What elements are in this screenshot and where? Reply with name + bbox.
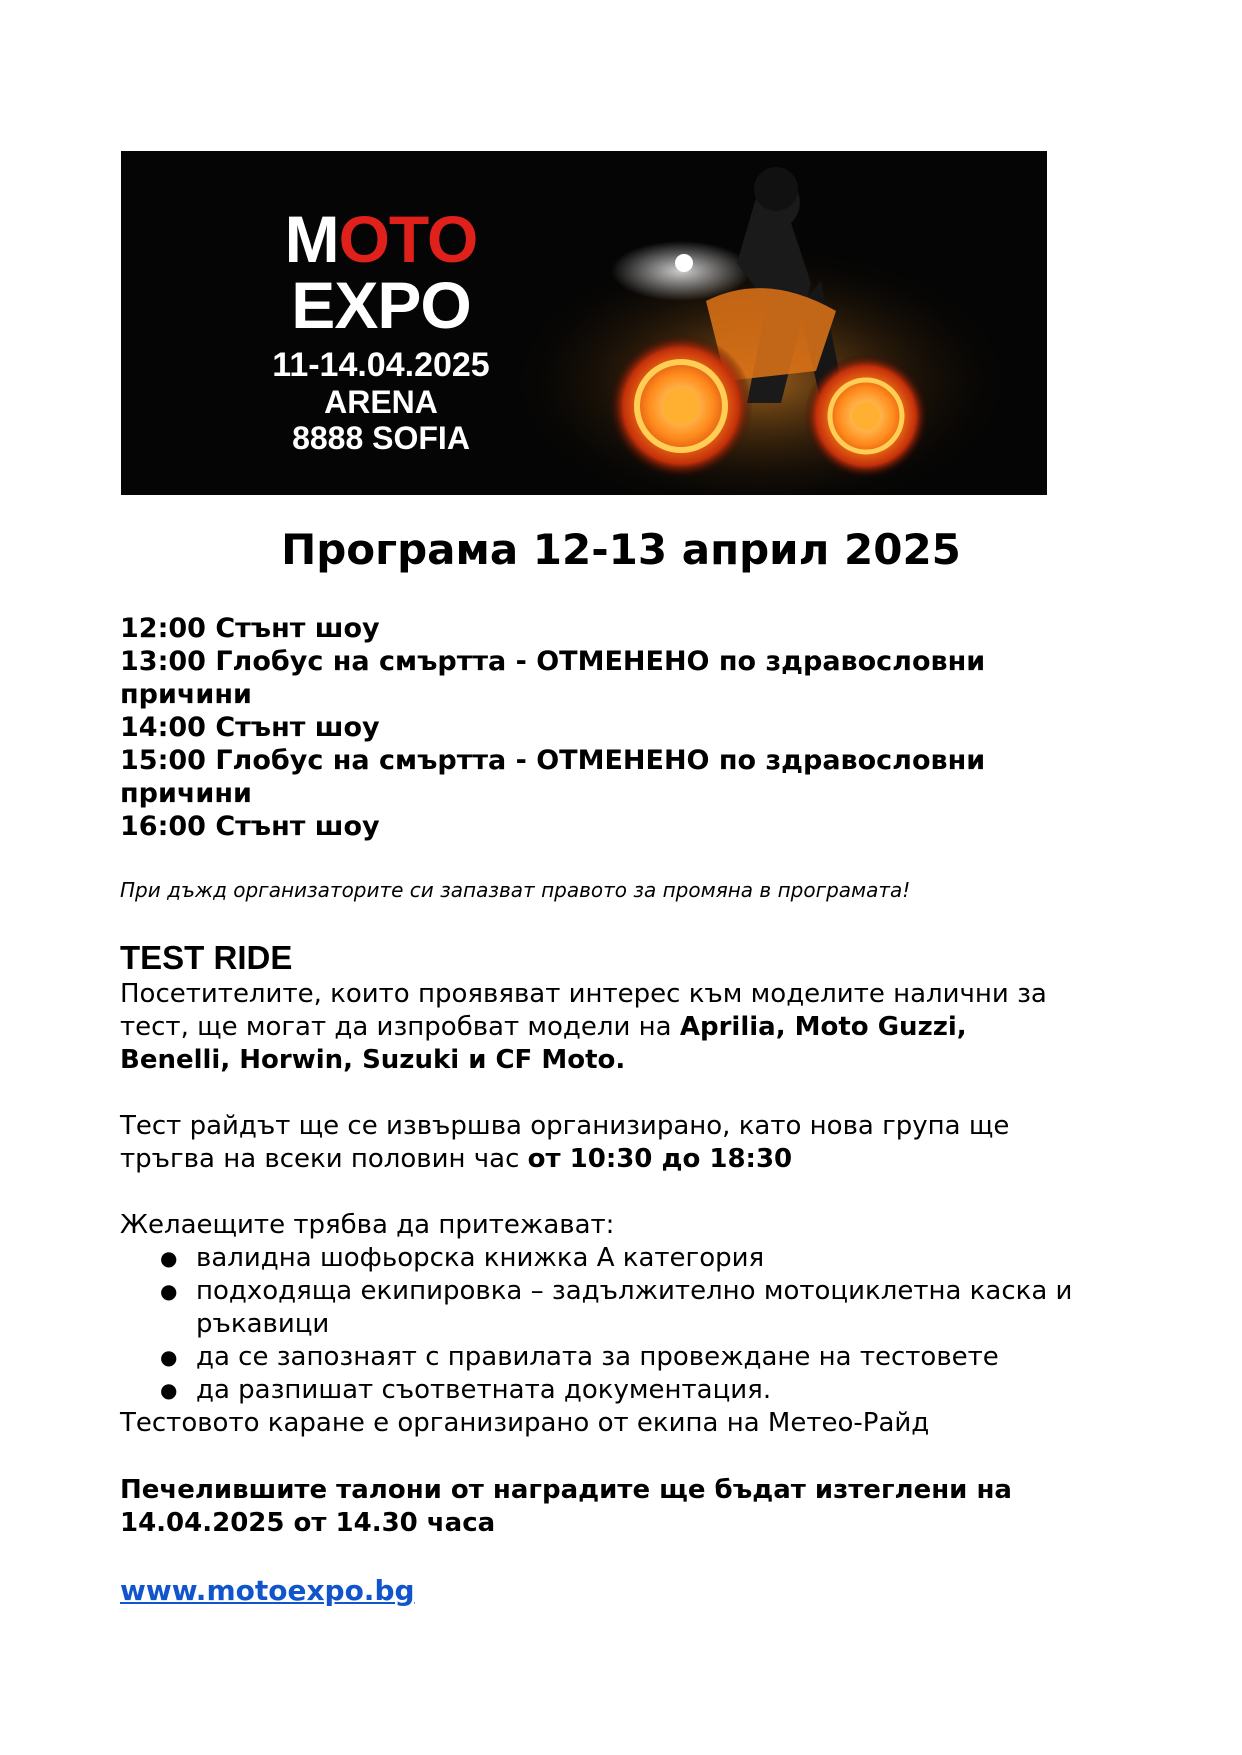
schedule-item: 16:00 Стънт шоу	[120, 811, 380, 842]
moto-expo-logo: MOTO EXPO 11-14.04.2025 ARENA 8888 SOFIA	[121, 206, 641, 456]
banner-city: 8888 SOFIA	[292, 420, 470, 456]
test-ride-schedule: Тест райдът ще се извършва организирано, като нова група ще тръгва на всеки половин час от 10:30 до 18:30	[120, 1111, 1010, 1174]
schedule-item: 15:00 Глобус на смъртта - ОТМЕНЕНО по здравословни причини	[120, 745, 986, 809]
list-item: ● валидна шофьорска книжка А категория	[160, 1242, 1080, 1275]
test-ride-organizer: Тестовото каране е организирано от екипа на Метео-Райд	[120, 1408, 930, 1438]
test-ride-hours: от 10:30 до 18:30	[527, 1144, 793, 1174]
prize-note: Печелившите талони от наградите ще бъдат изтеглени на 14.04.2025 от 14.30 часа	[120, 1475, 1012, 1538]
requirements-intro: Желаещите трябва да притежават:	[120, 1210, 615, 1240]
test-ride-brands: Aprilia, Moto Guzzi, Benelli, Horwin, Suzuki и CF Moto.	[120, 1012, 967, 1075]
test-ride-heading: TEST RIDE	[120, 939, 293, 976]
schedule-item: 13:00 Глобус на смъртта - ОТМЕНЕНО по здравословни причини	[120, 646, 986, 710]
list-item: ● да разпишат съответната документация.	[160, 1374, 1080, 1407]
list-item: ● да се запознаят с правилата за провеждане на тестовете	[160, 1341, 1080, 1374]
test-ride-requirements	[120, 1209, 1080, 1440]
banner-dates: 11-14.04.2025	[272, 346, 490, 384]
website-link[interactable]: www.motoexpo.bg	[120, 1574, 415, 1607]
show-schedule	[120, 612, 1080, 843]
list-item: ● подходяща екипировка – задължително мотоциклетна каска и ръкавици	[160, 1275, 1080, 1341]
banner-venue: ARENA	[324, 384, 438, 420]
program-title: Програма 12-13 април 2025	[281, 525, 961, 574]
schedule-item: 14:00 Стънт шоу	[120, 712, 380, 743]
schedule-item: 12:00 Стънт шоу	[120, 613, 380, 644]
test-ride-intro: Посетителите, които проявяват интерес към моделите налични за тест, ще могат да изпробват модели на Aprilia, Moto Guzzi, Benelli, Horwin, Suzuki и CF Moto.	[120, 979, 1047, 1075]
event-banner	[121, 151, 1047, 495]
requirements-list	[120, 1242, 1080, 1407]
rain-note: При дъжд организаторите си запазват правото за промяна в програмата!	[120, 878, 911, 902]
